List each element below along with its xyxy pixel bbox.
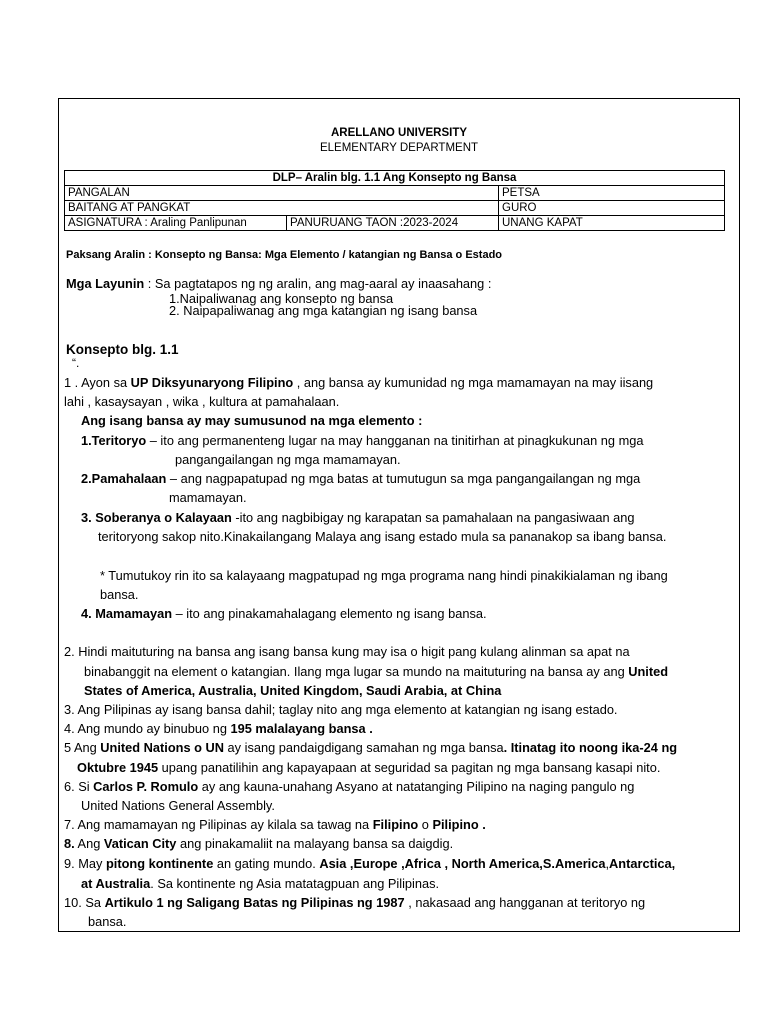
paragraph-2-line-1: 2. Hindi maituturing na bansa ang isang bansa kung may isa o higit pang kulang alinman sa apat na xyxy=(64,644,630,659)
element-1-line-2: pangangailangan ng mga mamamayan. xyxy=(175,452,401,467)
konsepto-title: Konsepto blg. 1.1 xyxy=(66,342,179,357)
kapat-cell: UNANG KAPAT xyxy=(499,216,725,231)
layunin-item-1: 1.Naipaliwanag ang konsepto ng bansa xyxy=(169,291,394,306)
paragraph-9-line-1: 9. May pitong kontinente an gating mundo. Asia ,Europe ,Africa , North America,S.America,Antarctica, xyxy=(64,856,676,871)
paragraph-6-line-1: 6. Si Carlos P. Romulo ay ang kauna-unahang Asyano at natatanging Pilipino na naging pangulo ng xyxy=(64,779,635,794)
petsa-cell: PETSA xyxy=(499,186,725,201)
note-line-2: bansa. xyxy=(100,587,139,602)
pangalan-cell: PANGALAN xyxy=(65,186,499,201)
paragraph-10-line-2: bansa. xyxy=(88,914,127,929)
elements-heading: Ang isang bansa ay may sumusunod na mga elemento : xyxy=(81,413,423,428)
layunin-line xyxy=(66,276,491,291)
note-line-1: * Tumutukoy rin ito sa kalayaang magpatupad ng mga programa nang hindi pinakikialaman ng ibang xyxy=(100,568,668,583)
guro-cell: GURO xyxy=(499,201,725,216)
paksang-aralin: Paksang Aralin : Konsepto ng Bansa: Mga Elemento / katangian ng Bansa o Estado xyxy=(66,249,503,261)
paragraph-6-line-2: United Nations General Assembly. xyxy=(81,798,275,813)
info-table xyxy=(64,170,725,231)
paragraph-2-line-2: binabanggit na element o katangian. Ilang mga lugar sa mundo na maituturing na bansa ay ang United xyxy=(84,664,669,679)
quote-mark: “. xyxy=(72,356,80,370)
paragraph-7: 7. Ang mamamayan ng Pilipinas ay kilala sa tawag na Filipino o Pilipino . xyxy=(64,817,486,832)
paragraph-9-line-2: at Australia. Sa kontinente ng Asia matatagpuan ang Pilipinas. xyxy=(81,876,440,891)
university-name: ARELLANO UNIVERSITY xyxy=(330,127,468,139)
paragraph-10-line-1: 10. Sa Artikulo 1 ng Saligang Batas ng Pilipinas ng 1987 , nakasaad ang hangganan at teritoryo ng xyxy=(64,895,646,910)
element-3-line-2: teritoryong sakop nito.Kinakailangang Malaya ang isang estado mula sa pananakop sa ibang bansa. xyxy=(98,529,667,544)
paragraph-4: 4. Ang mundo ay binubuo ng 195 malalayang bansa . xyxy=(64,721,373,736)
layunin-item-2: 2. Naipapaliwanag ang mga katangian ng isang bansa xyxy=(169,303,478,318)
document-page xyxy=(58,98,740,932)
asignatura-cell: ASIGNATURA : Araling Panlipunan xyxy=(65,216,287,231)
element-4: 4. Mamamayan – ito ang pinakamahalagang elemento ng isang bansa. xyxy=(81,606,487,621)
paragraph-3: 3. Ang Pilipinas ay isang bansa dahil; taglay nito ang mga elemento at katangian ng isang estado. xyxy=(64,702,618,717)
paragraph-1-line-1: 1 . Ayon sa UP Diksyunaryong Filipino , ang bansa ay kumunidad ng mga mamamayan na may iisang xyxy=(64,375,654,390)
element-1-line-1: 1.Teritoryo – ito ang permanenteng lugar na may hangganan na tinitirhan at pinagkukunan ng mga xyxy=(81,433,644,448)
paragraph-5-line-2: Oktubre 1945 upang panatilihin ang kapayapaan at seguridad sa pagitan ng mga bansang kasapi nito. xyxy=(77,760,661,775)
layunin-label: Mga Layunin xyxy=(66,276,145,291)
panuruang-cell: PANURUANG TAON :2023-2024 xyxy=(287,216,499,231)
paragraph-8: 8. Ang Vatican City ang pinakamaliit na malayang bansa sa daigdig. xyxy=(64,836,454,851)
paragraph-5-line-1: 5 Ang United Nations o UN ay isang pandaigdigang samahan ng mga bansa. Itinatag ito noong ika-24 ng xyxy=(64,740,678,755)
element-2-line-1: 2.Pamahalaan – ang nagpapatupad ng mga batas at tumutugun sa mga pangangailangan ng mga xyxy=(81,471,641,486)
element-2-line-2: mamamayan. xyxy=(169,490,247,505)
baitang-cell: BAITANG AT PANGKAT xyxy=(65,201,499,216)
element-3-line-1: 3. Soberanya o Kalayaan -ito ang nagbibigay ng karapatan sa pamahalaan na pangasiwaan ang xyxy=(81,510,635,525)
paragraph-1-line-2: lahi , kasaysayan , wika , kultura at pamahalaan. xyxy=(64,394,340,409)
department-name: ELEMENTARY DEPARTMENT xyxy=(319,142,479,154)
layunin-intro: : Sa pagtatapos ng ng aralin, ang mag-aaral ay inaasahang : xyxy=(144,276,492,291)
lesson-title: DLP– Aralin blg. 1.1 Ang Konsepto ng Bansa xyxy=(65,171,725,186)
paragraph-2-line-3: States of America, Australia, United Kingdom, Saudi Arabia, at China xyxy=(84,683,502,698)
